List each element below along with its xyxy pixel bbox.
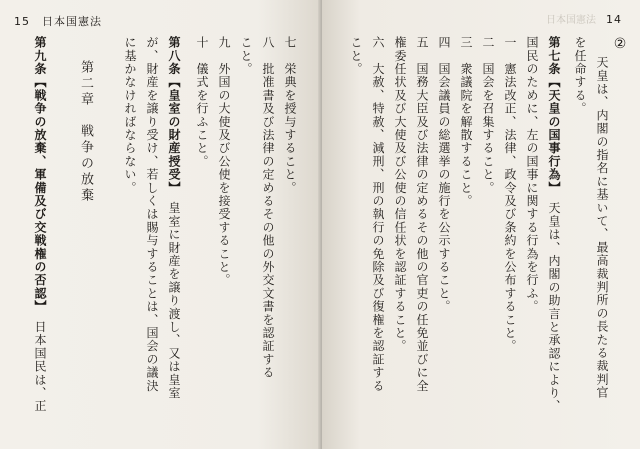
- right-column-6: 二 国会を召集すること。: [481, 36, 495, 195]
- paragraph-number: ②: [612, 36, 628, 54]
- article-8-heading: 第八条【皇室の財産授受】: [167, 36, 181, 189]
- right-column-8: 四 国会議員の総選挙の施行を公示すること。: [437, 36, 451, 314]
- article-7-column: [544, 36, 560, 413]
- right-column-1: 天皇は、内閣の指名に基いて、最高裁判所の長たる裁判官: [595, 56, 609, 400]
- left-page-header: 15 日本国憲法: [14, 15, 102, 28]
- left-column-8: に基かなければならない。: [123, 36, 137, 195]
- left-column-1: 七 栄典を授与すること。: [283, 36, 297, 195]
- left-column-4: 九 外国の大使及び公使を接受すること。: [217, 36, 231, 287]
- article-9-column: [30, 36, 46, 413]
- right-column-4: 国民のために、左の国事に関する行為を行ふ。: [525, 36, 539, 314]
- left-column-5: 十 儀式を行ふこと。: [195, 36, 209, 168]
- right-page: [322, 0, 640, 449]
- article-9-text: 日本国民は、正: [33, 307, 47, 413]
- article-8-text: 皇室に財産を譲り渡し、又は皇室: [167, 188, 181, 400]
- right-column-7: 三 衆議院を解散すること。: [459, 36, 473, 208]
- right-page-number: 14: [606, 13, 622, 26]
- right-column-9: 五 国務大臣及び法律の定めるその他の官吏の任免並びに全: [415, 36, 429, 393]
- right-column-12: こと。: [349, 36, 363, 76]
- left-column-7: が、財産を譲り受け、若しくは賜与することは、国会の議決: [145, 36, 159, 393]
- right-column-10: 権委任状及び大使及び公使の信任状を認証すること。: [393, 36, 407, 353]
- article-8-column: [164, 36, 180, 400]
- article-7-heading: 第七条【天皇の国事行為】: [547, 36, 561, 189]
- article-9-heading: 第九条【戦争の放棄、軍備及び交戦権の否認】: [33, 36, 47, 308]
- article-7-text: 天皇は、内閣の助言と承認により、: [547, 188, 561, 413]
- right-column-5: 一 憲法改正、法律、政令及び条約を公布すること。: [503, 36, 517, 353]
- right-column-2: を任命する。: [573, 36, 587, 116]
- chapter-heading: 第二章 戦争の放棄: [78, 60, 93, 204]
- right-column-11: 六 大赦、特赦、減刑、刑の執行の免除及び復権を認証する: [371, 36, 385, 393]
- right-faint-header: 日本国憲法: [546, 15, 596, 26]
- left-column-2: 八 批准書及び法律の定めるその他の外交文書を認証する: [261, 36, 275, 380]
- left-column-3: こと。: [239, 36, 253, 76]
